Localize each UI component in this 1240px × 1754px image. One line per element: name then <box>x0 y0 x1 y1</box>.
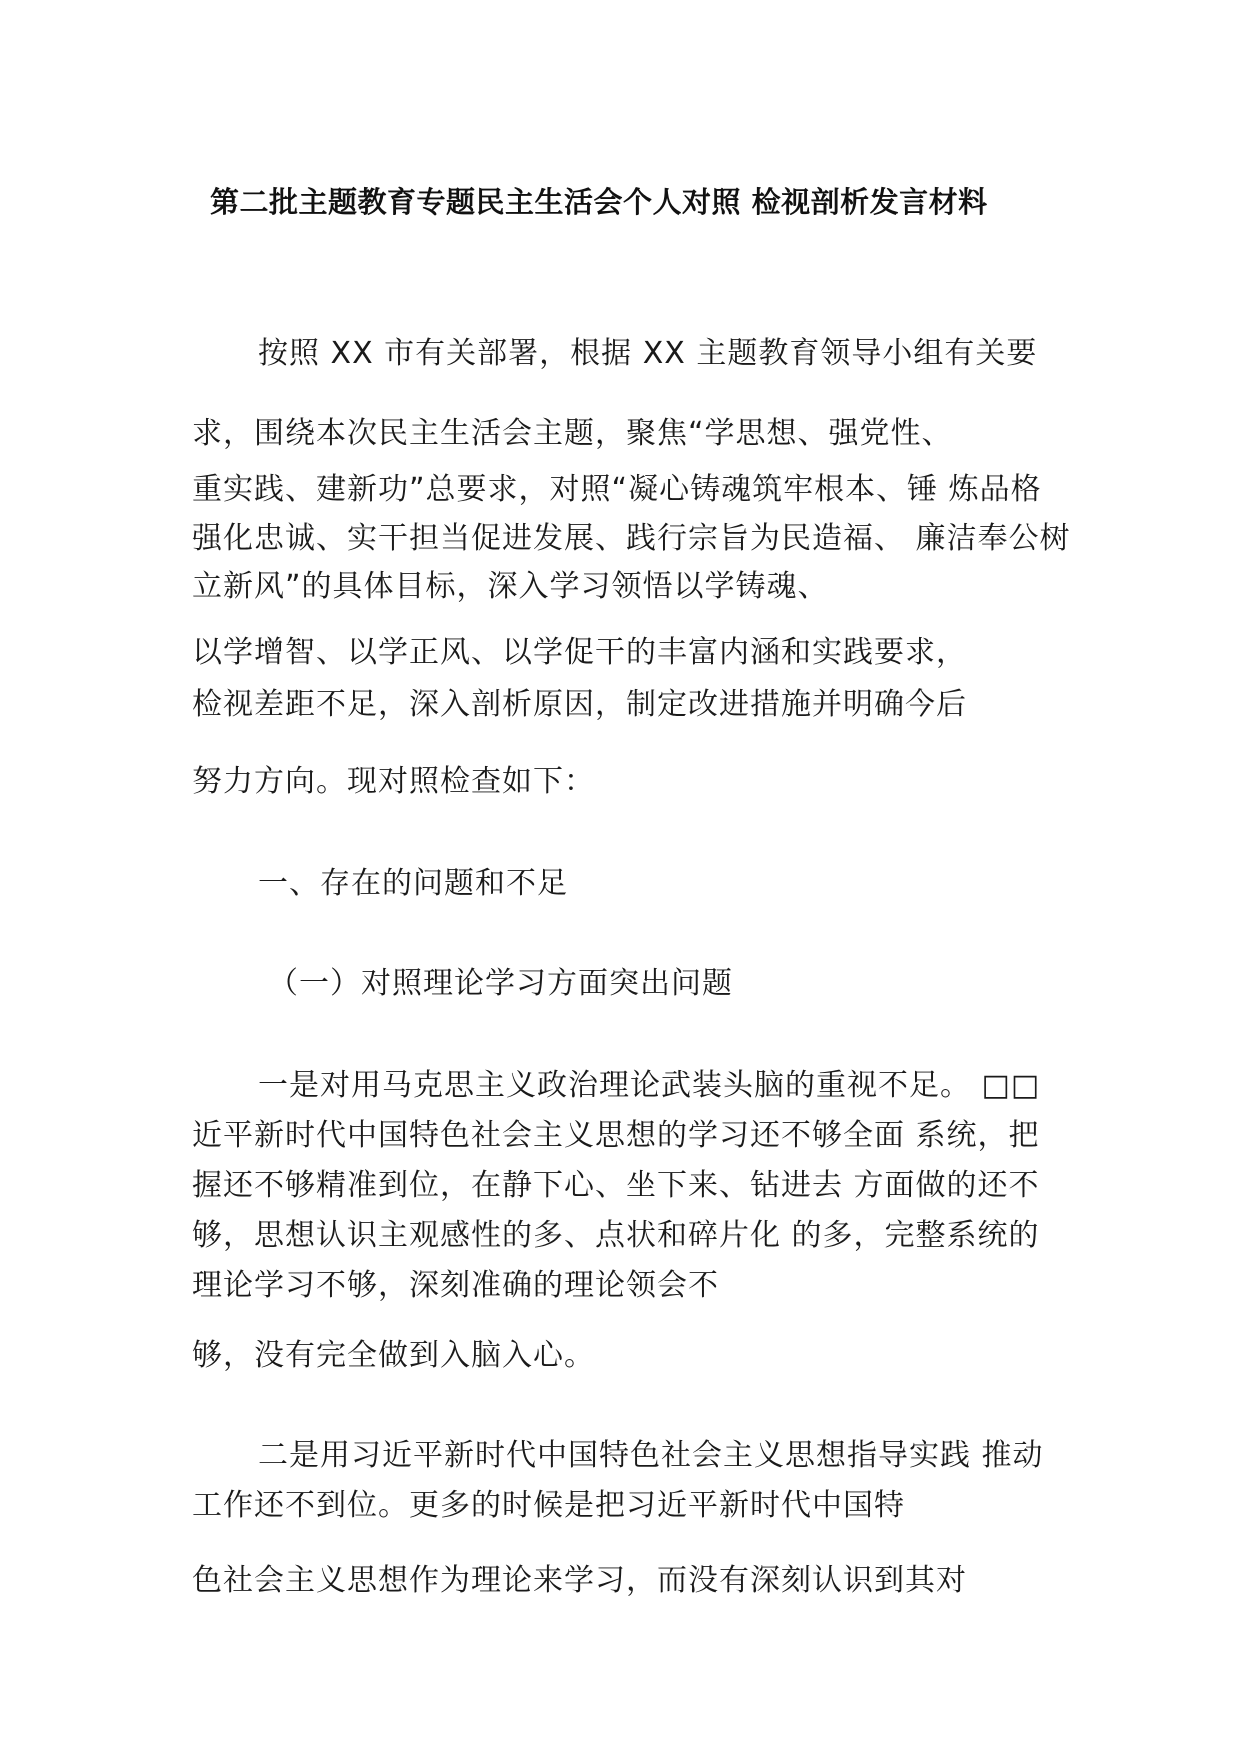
para2-line-3: 色社会主义思想作为理论来学习，而没有深刻认识到其对 <box>192 1563 967 1598</box>
para2-line-1: 二是用习近平新时代中国特色社会主义思想指导实践 推动 <box>258 1438 1044 1473</box>
document-title: 第二批主题教育专题民主生活会个人对照 检视剖析发言材料 <box>210 185 988 219</box>
para1-line-3: 握还不够精准到位，在静下心、坐下来、钻进去 方面做的还不 <box>192 1168 1040 1203</box>
intro-line-8: 努力方向。现对照检查如下： <box>192 764 595 799</box>
intro-line-5: 立新风”的具体目标，深入学习领悟以学铸魂、 <box>192 569 829 604</box>
para1-line-6: 够，没有完全做到入脑入心。 <box>192 1338 595 1373</box>
para1-line-5: 理论学习不够，深刻准确的理论领会不 <box>192 1268 719 1303</box>
intro-line-2: 求，围绕本次民主生活会主题，聚焦“学思想、强党性、 <box>192 416 953 451</box>
section-heading: 一、存在的问题和不足 <box>258 866 568 901</box>
intro-line-1: 按照 XX 市有关部署，根据 XX 主题教育领导小组有关要 <box>258 336 1038 371</box>
intro-line-7: 检视差距不足，深入剖析原因，制定改进措施并明确今后 <box>192 687 967 722</box>
para1-line-2: 近平新时代中国特色社会主义思想的学习还不够全面 系统，把 <box>192 1118 1040 1153</box>
para1-line-1: 一是对用马克思主义政治理论武装头脑的重视不足。 □□ <box>258 1068 1041 1103</box>
para1-line-4: 够，思想认识主观感性的多、点状和碎片化 的多，完整系统的 <box>192 1218 1040 1253</box>
subsection-heading: （一）对照理论学习方面突出问题 <box>268 966 733 1001</box>
intro-line-6: 以学增智、以学正风、以学促干的丰富内涵和实践要求， <box>192 635 967 670</box>
intro-line-4: 强化忠诚、实干担当促进发展、践行宗旨为民造福、 廉洁奉公树 <box>192 521 1071 556</box>
intro-line-3: 重实践、建新功”总要求，对照“凝心铸魂筑牢根本、锤 炼品格 <box>192 472 1042 507</box>
para2-line-2: 工作还不到位。更多的时候是把习近平新时代中国特 <box>192 1488 905 1523</box>
